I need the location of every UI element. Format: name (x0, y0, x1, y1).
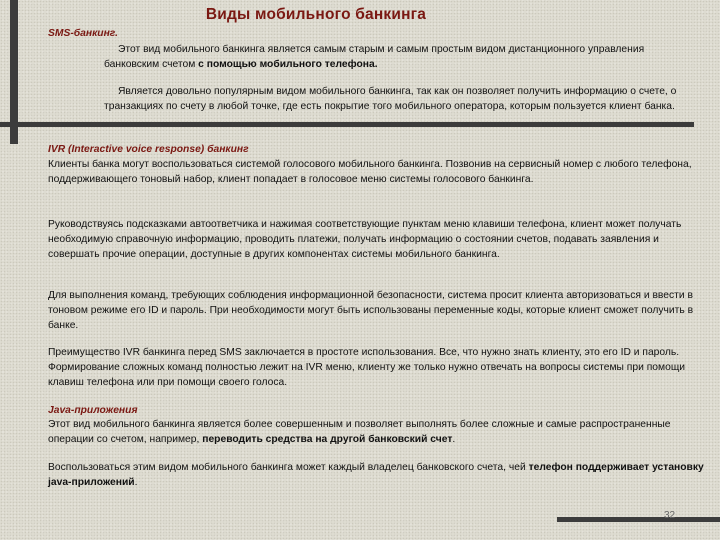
ivr-paragraph-4: Преимущество IVR банкинга перед SMS заключается в простоте использования. Все, что нужно знать клиенту, это его ID и пароль. Формирование сложных команд полностью лежит на IVR меню, клиенту же только нужно отвечать на вопросы системы при помощи клавиш телефона или при помощи своего голоса. (48, 347, 686, 388)
sms-paragraph-1: Этот вид мобильного банкинга является самым старым и самым простым видом дистанционного управления банковским счетом с помощью мобильного телефона. (104, 44, 645, 70)
ivr-paragraph-2: Руководствуясь подсказками автоответчика и нажимая соответствующие пунктам меню клавиши телефона, клиент может получать необходимую справочную информацию, проводить платежи, получать информацию о состоянии счетов, подавать заявления и совершать прочие операции, доступные в других компонентах системы мобильного банкинга. (48, 219, 682, 260)
decorative-bottom-bar (557, 517, 720, 522)
java-paragraph-1: Этот вид мобильного банкинга является более совершенным и позволяет выполнять более сложные и самые распространенные операции со счетом, например, переводить средства на другой банковский счет. (48, 419, 671, 445)
ivr-paragraph-3: Для выполнения команд, требующих соблюдения информационной безопасности, система просит клиента авторизоваться и ввести в тоновом режиме его ID и пароль. При необходимости могут быть использованы переменные коды, которые клиент сможет получить в банке. (48, 290, 694, 331)
decorative-horizontal-bar (0, 122, 694, 127)
sms-paragraph-2: Является довольно популярным видом мобильного банкинга, так как он позволяет получить информацию о счете, о транзакциях по счету в любой точке, где есть покрытие того мобильного оператора, которым пользуется клиент банка. (104, 86, 677, 112)
java-heading: Java-приложения (48, 405, 138, 416)
page-number: 32 (664, 510, 676, 521)
java-paragraph-2: Воспользоваться этим видом мобильного банкинга может каждый владелец банковского счета, чей телефон поддерживает установку java-приложений. (48, 462, 704, 488)
ivr-heading: IVR (Interactive voice response) банкинг (48, 144, 249, 155)
page-title: Виды мобильного банкинга (205, 6, 427, 23)
sms-heading: SMS-банкинг. (48, 28, 119, 39)
ivr-paragraph-1: Клиенты банка могут воспользоваться системой голосового мобильного банкинга. Позвонив на сервисный номер с любого телефона, поддерживающего тоновый набор, клиент попадает в голосовое меню системы голосового банкинга. (48, 159, 692, 185)
